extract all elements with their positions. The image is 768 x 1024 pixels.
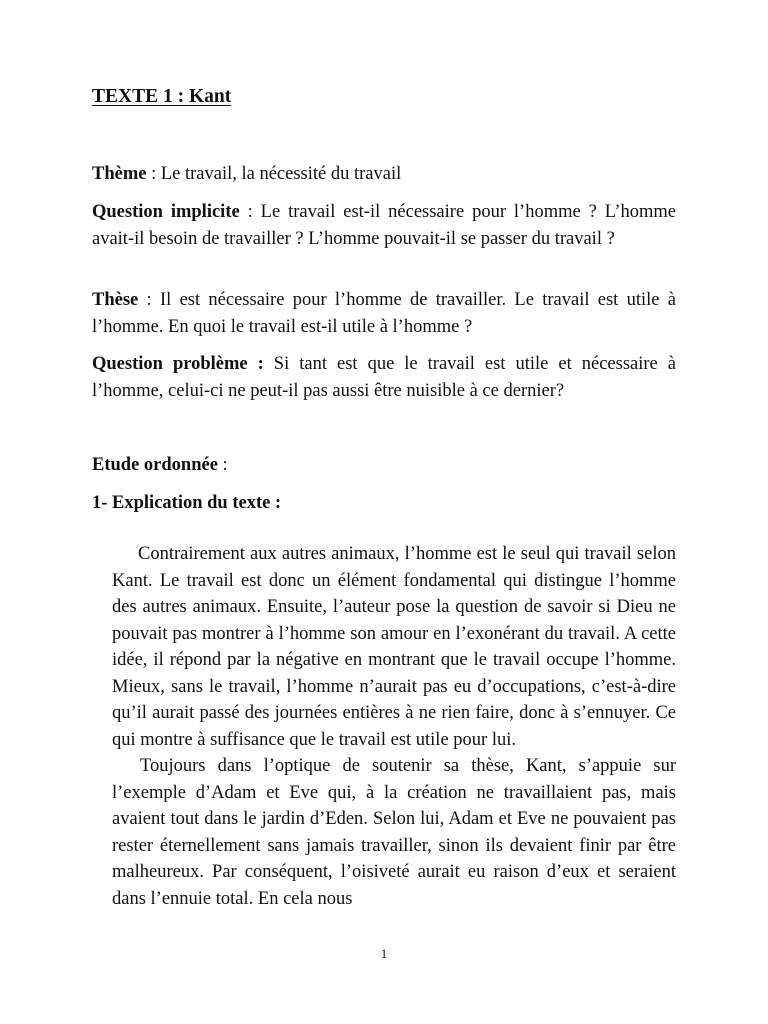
explication-paragraph-2: Toujours dans l’optique de soutenir sa thèse, Kant, s’appuie sur l’exemple d’Adam et Eve qui, à la création ne travaillaient pas, mais avaient tout dans le jardin d’Eden. Selon lui, Adam et Eve ne pouvaient pas rester éternellement sans jamais travailler, sinon ils devaient finir par être malheureux. Par conséquent, l’oisiveté aurait eu raison d’eux et seraient dans l’ennuie total. En cela nous: [112, 756, 676, 909]
explication-paragraph-1: Contrairement aux autres animaux, l’homme est le seul qui travail selon Kant. Le travail est donc un élément fondamental qui distingue l’homme des autres animaux. Ensuite, l’auteur pose la question de savoir si Dieu ne pouvait pas montrer à l’homme son amour en l’exonérant du travail. A cette idée, il répond par la négative en montrant que le travail occupe l’homme. Mieux, sans le travail, l’homme n’aurait pas eu d’occupations, c’est-à-dire qu’il aurait passé des journées entières à ne rien faire, donc à s’ennuyer. Ce qui montre à suffisance que le travail est utile pour lui.: [112, 544, 676, 750]
document-title: TEXTE 1 : Kant: [92, 86, 232, 107]
etude-suffix: :: [217, 455, 228, 475]
section1-heading: 1- Explication du texte :: [92, 493, 282, 513]
theme-paragraph: [92, 161, 676, 188]
these-label: Thèse: [92, 290, 139, 310]
theme-label: Thème: [92, 164, 147, 184]
question-implicite-paragraph: [92, 199, 676, 253]
etude-heading: [92, 455, 228, 476]
page-number: 1: [380, 946, 388, 961]
theme-text: : Le travail, la nécessité du travail: [146, 164, 402, 184]
question-implicite-label: Question implicite: [92, 202, 240, 222]
question-probleme-label: Question problème :: [92, 354, 264, 374]
question-probleme-paragraph: [92, 351, 676, 405]
these-paragraph: [92, 287, 676, 341]
etude-label: Etude ordonnée: [92, 455, 218, 475]
explication-body: [112, 541, 676, 912]
these-text: : Il est nécessaire pour l’homme de travailler. Le travail est utile à l’homme. En quoi le travail est-il utile à l’homme ?: [92, 290, 676, 337]
question-implicite-text: : Le travail est-il nécessaire pour l’homme ? L’homme avait-il besoin de travailler ? L’homme pouvait-il se passer du travail ?: [92, 202, 676, 249]
question-probleme-text: Si tant est que le travail est utile et nécessaire à l’homme, celui-ci ne peut-il pas aussi être nuisible à ce dernier?: [92, 354, 676, 401]
